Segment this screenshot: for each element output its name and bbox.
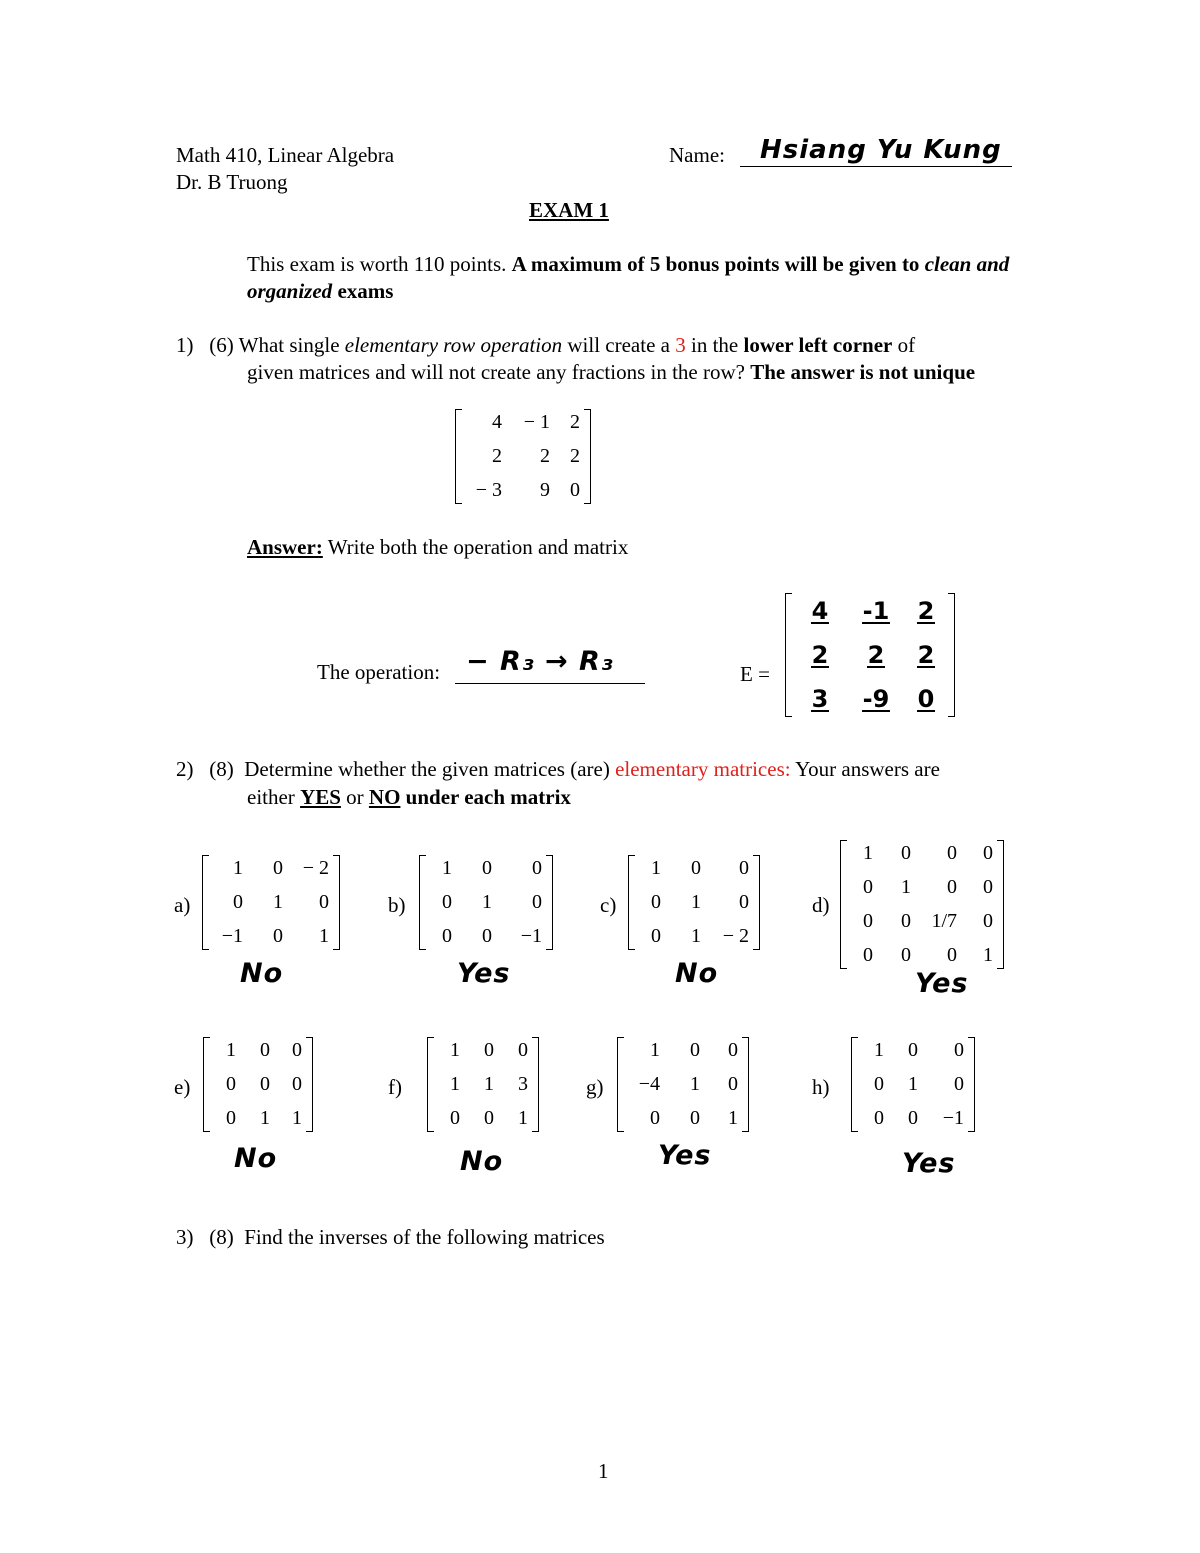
- q3-points: (8): [209, 1225, 234, 1249]
- bracket-top-right: [753, 855, 760, 856]
- matrix-cell: 1: [233, 857, 243, 879]
- matrix-cell: −1: [221, 925, 243, 947]
- elementary-matrix-b: [419, 855, 553, 950]
- matrix-cell: 0: [947, 876, 957, 898]
- matrix-cell: 1: [691, 925, 701, 947]
- bracket-top-right: [584, 409, 591, 410]
- matrix-cell: 1: [450, 1073, 460, 1095]
- name-label: Name:: [669, 143, 725, 167]
- matrix-cell: 0: [863, 910, 873, 932]
- operation-underline: [455, 683, 645, 684]
- elementary-matrix-f: [427, 1037, 539, 1132]
- matrix-cell: 0: [954, 1073, 964, 1095]
- matrix-cell: 2: [492, 445, 502, 467]
- matrix-cell: 1: [728, 1107, 738, 1129]
- matrix-cell-value: -1: [862, 597, 890, 625]
- matrix-cell: [792, 685, 848, 713]
- q2-yes-word: YES: [300, 785, 341, 809]
- matrix-cell: 0: [226, 1107, 236, 1129]
- matrix-cell: 0: [983, 842, 993, 864]
- matrix-label: e): [174, 1075, 191, 1099]
- matrix-cell-value: 2: [867, 641, 885, 669]
- matrix-cell: 0: [947, 842, 957, 864]
- matrix-cell: 0: [442, 891, 452, 913]
- matrix-cell: 1: [651, 857, 661, 879]
- bracket-bottom-right: [997, 968, 1004, 969]
- matrix-cell: 0: [260, 1073, 270, 1095]
- matrix-cell-value: 2: [917, 597, 935, 625]
- matrix-cell: 1: [863, 842, 873, 864]
- elementary-matrix-a: [202, 855, 340, 950]
- matrix-cell: 0: [233, 891, 243, 913]
- answer-instructions: Write both the operation and matrix: [327, 535, 629, 559]
- matrix-cell: 0: [908, 1107, 918, 1129]
- matrix-cell: 0: [983, 910, 993, 932]
- q2-text: Your answers are: [795, 757, 940, 781]
- matrix-cell: 1: [273, 891, 283, 913]
- q2-number: 2): [176, 757, 194, 781]
- matrix-label: a): [174, 893, 191, 917]
- matrix-cell: 1: [292, 1107, 302, 1129]
- matrix-cell: 0: [739, 857, 749, 879]
- matrix-cell: −1: [942, 1107, 964, 1129]
- q2-text-bold: under each matrix: [405, 785, 571, 809]
- matrix-cell: 0: [954, 1039, 964, 1061]
- matrix-cell: 1: [874, 1039, 884, 1061]
- elementary-matrix-c: [628, 855, 760, 950]
- matrix-cell: 0: [292, 1039, 302, 1061]
- matrix-label: d): [812, 893, 830, 917]
- handwritten-answer[interactable]: No: [234, 1143, 278, 1174]
- matrix-cell: − 3: [475, 479, 502, 501]
- matrix-cell: 0: [739, 891, 749, 913]
- matrix-cell: 1: [901, 876, 911, 898]
- intro-line-2: [247, 279, 393, 304]
- bracket-top-right: [997, 840, 1004, 841]
- q2-points: (8): [209, 757, 234, 781]
- q2-line-2: [247, 785, 571, 810]
- matrix-cell: [792, 597, 848, 625]
- bracket-top-right: [742, 1037, 749, 1038]
- matrix-cell-value: 4: [811, 597, 829, 625]
- q1-line-2: [247, 360, 975, 385]
- matrix-cell: 1/7: [931, 910, 957, 932]
- q2-text: Determine whether the given matrices (are): [244, 757, 610, 781]
- matrix-cell-value: 2: [811, 641, 829, 669]
- matrix-cell: 0: [292, 1073, 302, 1095]
- q3-text: Find the inverses of the following matrices: [244, 1225, 605, 1249]
- matrix-cell: 0: [874, 1073, 884, 1095]
- matrix-cell: 0: [484, 1039, 494, 1061]
- q2-no-word: NO: [368, 785, 401, 809]
- q1-text-bold: The answer is not unique: [750, 360, 976, 384]
- student-name-handwritten: Hsiang Yu Kung: [760, 135, 1002, 165]
- matrix-cell: 0: [863, 944, 873, 966]
- operation-handwritten: − R₃ → R₃: [466, 646, 614, 677]
- q1-text: in the: [690, 333, 739, 357]
- matrix-cell: 0: [260, 1039, 270, 1061]
- matrix-cell: 0: [728, 1039, 738, 1061]
- matrix-label: c): [600, 893, 617, 917]
- intro-plain: This exam is worth 110 points.: [247, 252, 507, 276]
- handwritten-answer[interactable]: Yes: [915, 968, 969, 999]
- matrix-cell: 1: [482, 891, 492, 913]
- matrix-cell: [792, 641, 848, 669]
- e-matrix-handwritten[interactable]: [785, 593, 955, 717]
- matrix-cell: 0: [450, 1107, 460, 1129]
- q2-text: either: [247, 785, 295, 809]
- elementary-matrix-e: [203, 1037, 313, 1132]
- intro-line-1: [247, 252, 1009, 277]
- matrix-cell: [904, 685, 948, 713]
- matrix-cell: 0: [863, 876, 873, 898]
- bracket-top-right: [306, 1037, 313, 1038]
- matrix-cell: 0: [983, 876, 993, 898]
- instructor-name: Dr. B Truong: [176, 170, 288, 194]
- q1-text: given matrices and will not create any fractions in the row?: [247, 360, 745, 384]
- matrix-cell: 1: [484, 1073, 494, 1095]
- matrix-cell: 0: [442, 925, 452, 947]
- matrix-cell: [848, 685, 904, 713]
- bracket-top-right: [948, 593, 955, 594]
- intro-bold: A maximum of 5 bonus points will be given to: [511, 252, 920, 276]
- matrix-label: b): [388, 893, 406, 917]
- matrix-cell: 1: [690, 1073, 700, 1095]
- handwritten-answer[interactable]: Yes: [658, 1140, 712, 1171]
- q1-answer-line: [247, 535, 628, 560]
- q2-text-red: elementary matrices:: [615, 757, 791, 781]
- matrix-cell: 0: [947, 944, 957, 966]
- matrix-cell: 0: [874, 1107, 884, 1129]
- operation-label: The operation:: [317, 660, 441, 684]
- matrix-cell: 0: [908, 1039, 918, 1061]
- elementary-matrix-g: [617, 1037, 749, 1132]
- intro-bolditalic-2: organized: [247, 279, 333, 303]
- handwritten-answer[interactable]: Yes: [457, 958, 511, 989]
- matrix-cell-value: 2: [917, 641, 935, 669]
- matrix-cell: 0: [484, 1107, 494, 1129]
- matrix-cell: 0: [226, 1073, 236, 1095]
- handwritten-answer[interactable]: No: [460, 1146, 504, 1177]
- matrix-cell: − 1: [523, 411, 550, 433]
- bracket-bottom-right: [948, 716, 955, 717]
- q1-text-italic: elementary row operation: [344, 333, 563, 357]
- matrix-cell-value: -9: [862, 685, 890, 713]
- matrix-cell-value: 0: [917, 685, 935, 713]
- matrix-cell: 1: [518, 1107, 528, 1129]
- matrix-cell: −1: [520, 925, 542, 947]
- matrix-cell: [904, 597, 948, 625]
- handwritten-answer[interactable]: No: [675, 958, 719, 989]
- matrix-cell: 0: [273, 925, 283, 947]
- bracket-top-right: [968, 1037, 975, 1038]
- matrix-cell: 1: [908, 1073, 918, 1095]
- intro-bold-2: exams: [337, 279, 394, 303]
- matrix-cell: 4: [492, 411, 502, 433]
- matrix-label: f): [388, 1075, 402, 1099]
- exam-title: EXAM 1: [529, 198, 609, 222]
- matrix-cell: 0: [728, 1073, 738, 1095]
- bracket-top-right: [546, 855, 553, 856]
- matrix-cell: 0: [690, 1107, 700, 1129]
- matrix-cell: 3: [518, 1073, 528, 1095]
- matrix-cell: 1: [650, 1039, 660, 1061]
- matrix-cell: 1: [442, 857, 452, 879]
- bracket-top-right: [333, 855, 340, 856]
- matrix-cell: 1: [319, 925, 329, 947]
- matrix-cell: 9: [540, 479, 550, 501]
- elementary-matrix-d: [840, 840, 1004, 969]
- bracket-bottom-right: [742, 1131, 749, 1132]
- q1-points: (6): [209, 333, 234, 357]
- elementary-matrix-h: [851, 1037, 975, 1132]
- matrix-cell: − 2: [722, 925, 749, 947]
- matrix-cell: [848, 641, 904, 669]
- q1-text: of: [897, 333, 916, 357]
- matrix-cell: 0: [901, 944, 911, 966]
- matrix-cell: 0: [532, 891, 542, 913]
- bracket-bottom-right: [333, 949, 340, 950]
- matrix-cell: 0: [651, 891, 661, 913]
- q3-number: 3): [176, 1225, 194, 1249]
- bracket-top-right: [532, 1037, 539, 1038]
- name-underline: [740, 166, 1012, 167]
- matrix-cell: [904, 641, 948, 669]
- matrix-cell: 2: [540, 445, 550, 467]
- matrix-cell: 2: [570, 411, 580, 433]
- matrix-cell: 1: [691, 891, 701, 913]
- page-number: 1: [598, 1459, 609, 1483]
- matrix-cell: 0: [518, 1039, 528, 1061]
- matrix-cell: 1: [226, 1039, 236, 1061]
- bracket-bottom-right: [532, 1131, 539, 1132]
- handwritten-answer[interactable]: Yes: [902, 1148, 956, 1179]
- q1-text: will create a: [567, 333, 670, 357]
- matrix-cell: 0: [901, 842, 911, 864]
- q1-number: 1): [176, 333, 194, 357]
- bracket-bottom-right: [306, 1131, 313, 1132]
- q1-line-1: [176, 333, 915, 358]
- matrix-cell: 1: [260, 1107, 270, 1129]
- e-label: E =: [740, 662, 770, 686]
- matrix-cell: −4: [638, 1073, 660, 1095]
- q1-text-bold: lower left corner: [743, 333, 893, 357]
- q3-line: [176, 1225, 605, 1250]
- course-title: Math 410, Linear Algebra: [176, 143, 395, 167]
- matrix-cell: 0: [482, 857, 492, 879]
- matrix-cell: 0: [690, 1039, 700, 1061]
- bracket-bottom-right: [968, 1131, 975, 1132]
- matrix-cell: 0: [482, 925, 492, 947]
- matrix-cell: 0: [273, 857, 283, 879]
- matrix-cell: 2: [570, 445, 580, 467]
- matrix-cell-value: 3: [811, 685, 829, 713]
- matrix-cell: − 2: [302, 857, 329, 879]
- matrix-cell: 1: [450, 1039, 460, 1061]
- q2-text: or: [346, 785, 364, 809]
- matrix-label: h): [812, 1075, 830, 1099]
- matrix-cell: 0: [901, 910, 911, 932]
- q1-matrix: [455, 409, 591, 504]
- matrix-cell: 0: [532, 857, 542, 879]
- answer-label: Answer:: [247, 535, 323, 559]
- bracket-bottom-right: [584, 503, 591, 504]
- matrix-cell: 0: [651, 925, 661, 947]
- q2-line-1: [176, 757, 940, 782]
- matrix-cell: 0: [650, 1107, 660, 1129]
- matrix-cell: 1: [983, 944, 993, 966]
- bracket-bottom-right: [546, 949, 553, 950]
- matrix-cell: 0: [570, 479, 580, 501]
- matrix-label: g): [586, 1075, 604, 1099]
- q1-text: What single: [238, 333, 340, 357]
- matrix-cell: 0: [319, 891, 329, 913]
- matrix-cell: [848, 597, 904, 625]
- handwritten-answer[interactable]: No: [240, 958, 284, 989]
- intro-bolditalic: clean and: [924, 252, 1010, 276]
- q1-target-value: 3: [675, 333, 686, 357]
- bracket-bottom-right: [753, 949, 760, 950]
- matrix-cell: 0: [691, 857, 701, 879]
